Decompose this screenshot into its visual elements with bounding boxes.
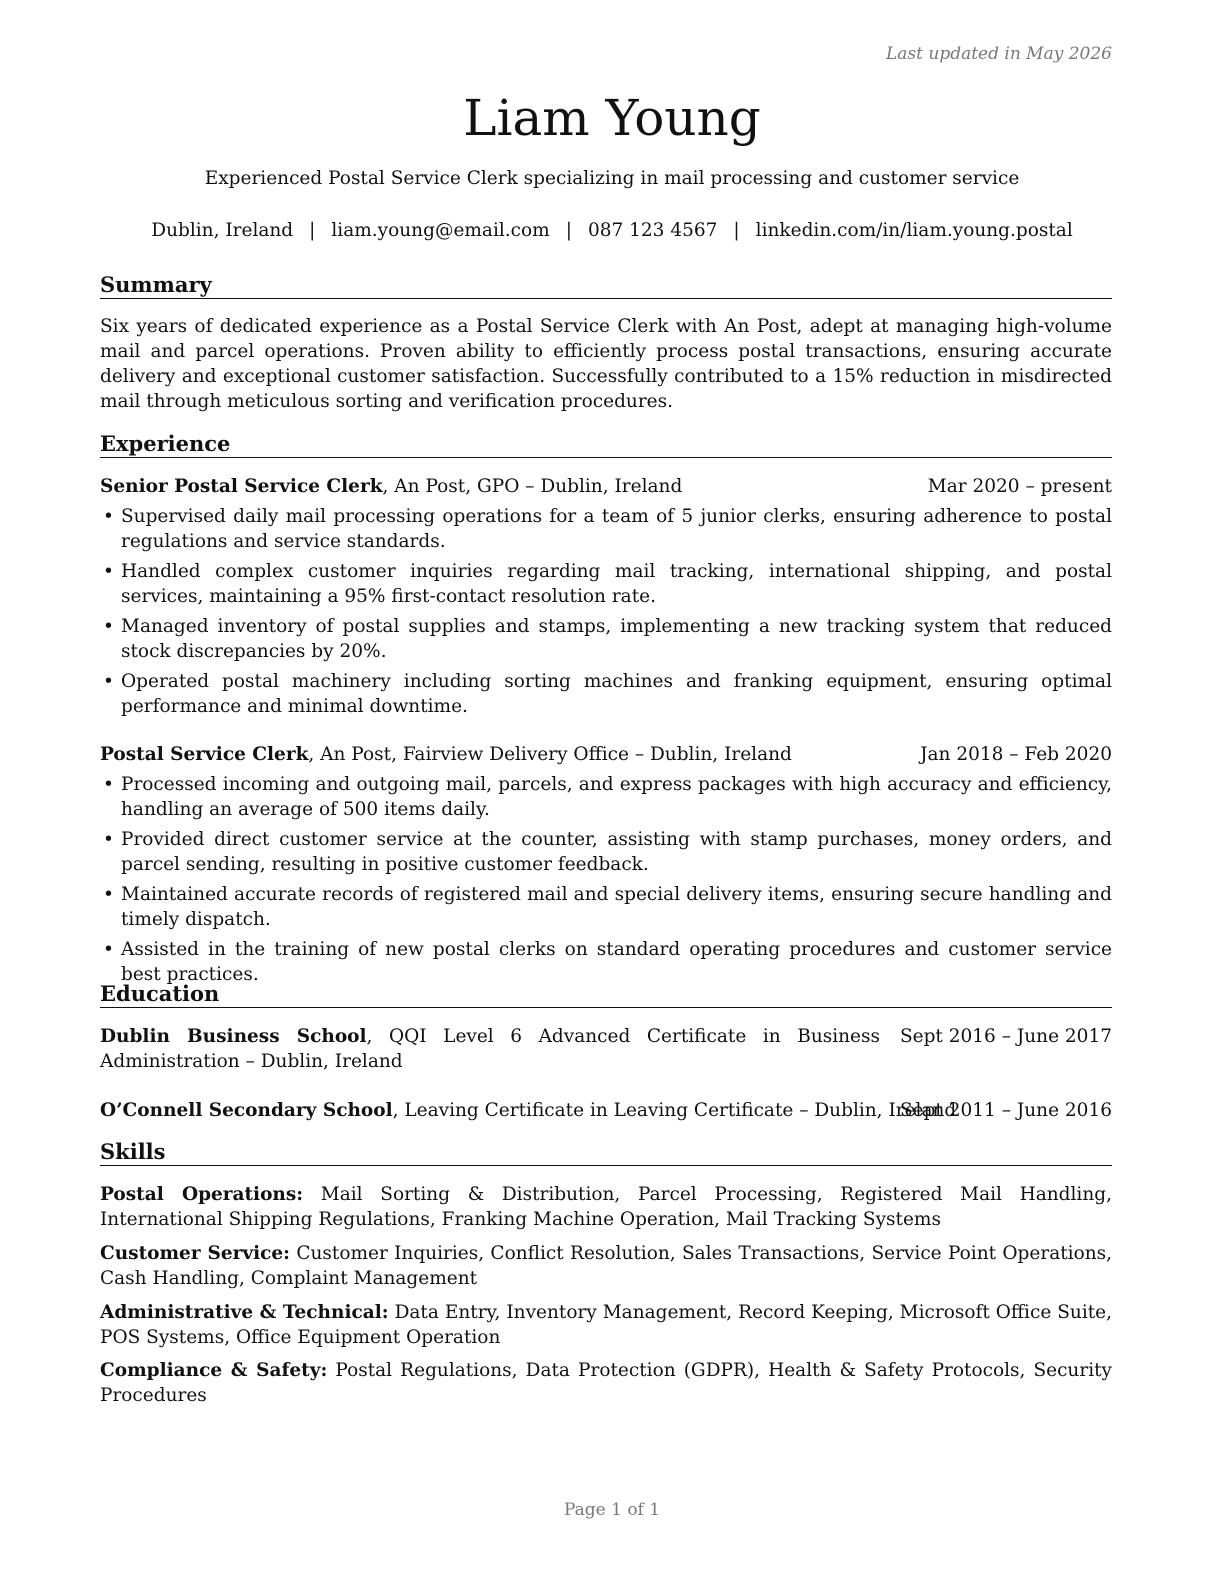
education-title-line [100,1024,880,1074]
skill-group [100,1358,1112,1408]
list-item [100,937,1112,987]
skill-label: Customer Service: [100,1243,290,1264]
job-role: Postal Service Clerk [100,744,309,765]
education-details: , QQI Level 6 Advanced Certificate in Business Administration – Dublin, Ireland [100,1026,880,1072]
list-item [100,614,1112,664]
job-title-line [100,742,792,767]
page-number: Page 1 of 1 [563,1500,661,1520]
bullet-icon: • [103,884,114,905]
school-name: O’Connell Secondary School [100,1100,393,1121]
education-title-line [100,1098,956,1123]
contact-line [0,219,1224,243]
section-title-experience: Experience [100,431,1112,458]
job-dates: Mar 2020 – present [927,476,1112,497]
bullet-icon: • [103,616,114,637]
job-bullets [100,772,1112,992]
skill-group [100,1241,1112,1291]
list-item [100,504,1112,554]
skill-items: Customer Inquiries, Conflict Resolution, Sales Transactions, Service Point Operations, Cash Handling, Complaint Management [100,1243,1113,1289]
section-title-education: Education [100,981,1112,1008]
job-title-line [100,474,682,499]
skill-group [100,1182,1112,1232]
contact-linkedin[interactable]: linkedin.com/in/liam.young.postal [755,220,1073,241]
bullet-text: Handled complex customer inquiries regarding mail tracking, international shipping, and postal services, maintaining a 95% first-contact resolution rate. [121,561,1112,607]
education-dates: Sept 2011 – June 2016 [899,1100,1112,1121]
bullet-text: Managed inventory of postal supplies and stamps, implementing a new tracking system that reduced stock discrepancies by 20%. [121,616,1112,662]
bullet-text: Processed incoming and outgoing mail, parcels, and express packages with high accuracy and efficiency, handling an average of 500 items daily. [121,774,1112,820]
job-role: Senior Postal Service Clerk [100,476,383,497]
bullet-text: Assisted in the training of new postal clerks on standard operating procedures and customer service best practices. [121,939,1112,985]
list-item [100,772,1112,822]
job-details: , An Post, GPO – Dublin, Ireland [382,476,683,497]
bullet-icon: • [103,671,114,692]
contact-separator: | [565,220,572,241]
school-name: Dublin Business School [100,1026,367,1047]
contact-separator: | [309,220,316,241]
bullet-icon: • [103,939,114,960]
skill-items: Mail Sorting & Distribution, Parcel Processing, Registered Mail Handling, International Shipping Regulations, Franking Machine Operation, Mail Tracking Systems [100,1184,1112,1230]
skill-label: Postal Operations: [100,1184,304,1205]
job-dates: Jan 2018 – Feb 2020 [920,744,1112,765]
bullet-text: Operated postal machinery including sorting machines and franking equipment, ensuring optimal performance and minimal downtime. [121,671,1112,717]
contact-separator: | [733,220,740,241]
skill-label: Administrative & Technical: [100,1302,389,1323]
bullet-icon: • [103,774,114,795]
summary-text: Six years of dedicated experience as a Postal Service Clerk with An Post, adept at managing high-volume mail and parcel operations. Proven ability to efficiently process postal transactions, ensuring accurate delivery and exceptional customer satisfaction. Successfully contributed to a 15% reduction in misdirected mail through meticulous sorting and verification procedures. [100,316,1112,412]
bullet-text: Provided direct customer service at the counter, assisting with stamp purchases, money orders, and parcel sending, resulting in positive customer feedback. [121,829,1112,875]
bullet-text: Maintained accurate records of registered mail and special delivery items, ensuring secure handling and timely dispatch. [121,884,1112,930]
education-details: , Leaving Certificate in Leaving Certificate – Dublin, Ireland [392,1100,957,1121]
skill-label: Compliance & Safety: [100,1360,328,1381]
skill-items: Data Entry, Inventory Management, Record Keeping, Microsoft Office Suite, POS Systems, Office Equipment Operation [100,1302,1112,1348]
tagline: Experienced Postal Service Clerk specializing in mail processing and customer service [204,168,1020,189]
job-bullets [100,504,1112,724]
bullet-icon: • [103,561,114,582]
contact-email[interactable]: liam.young@email.com [331,220,550,241]
list-item [100,559,1112,609]
list-item [100,669,1112,719]
list-item [100,882,1112,932]
last-updated-note: Last updated in May 2026 [885,44,1112,64]
list-item [100,827,1112,877]
bullet-text: Supervised daily mail processing operations for a team of 5 junior clerks, ensuring adherence to postal regulations and service standards. [121,506,1112,552]
contact-phone: 087 123 4567 [587,220,718,241]
candidate-name: Liam Young [463,89,761,147]
contact-location: Dublin, Ireland [151,220,294,241]
job-details: , An Post, Fairview Delivery Office – Dublin, Ireland [308,744,792,765]
bullet-icon: • [103,829,114,850]
section-title-summary: Summary [100,272,1112,299]
bullet-icon: • [103,506,114,527]
skill-items: Postal Regulations, Data Protection (GDPR), Health & Safety Protocols, Security Procedures [100,1360,1112,1406]
skill-group [100,1300,1112,1350]
section-title-skills: Skills [100,1139,1112,1166]
education-dates: Sept 2016 – June 2017 [899,1026,1112,1047]
